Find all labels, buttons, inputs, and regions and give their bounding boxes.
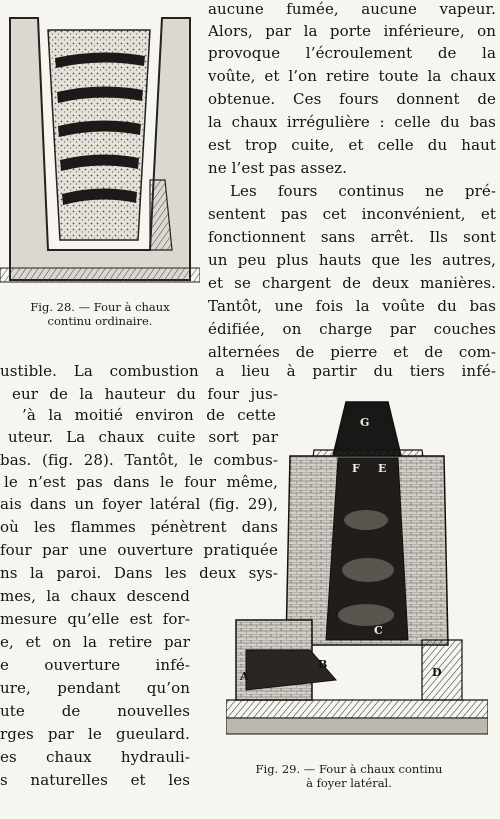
- text-line: alternées de pierre et de com-: [208, 343, 496, 361]
- figure-28-caption-line2: continu ordinaire.: [47, 314, 153, 328]
- figure-29-caption-line2: à foyer latéral.: [306, 776, 392, 790]
- text-line: ’à la moitié environ de cette: [22, 406, 276, 424]
- text-line: ure, pendant qu’on: [0, 679, 190, 697]
- text-line: le n’est pas dans le four même,: [4, 473, 278, 491]
- text-line: un peu plus hauts que les autres,: [208, 251, 496, 269]
- figure-29-letter-b: B: [318, 658, 328, 671]
- text-line: four par une ouverture pratiquée: [0, 541, 278, 559]
- figure-29-letter-f: F: [352, 462, 360, 475]
- text-line: où les flammes pénètrent dans: [0, 518, 278, 536]
- figure-28-caption: [0, 300, 200, 328]
- figure-29-letter-a: A: [240, 670, 249, 683]
- figure-29-caption: [214, 762, 484, 790]
- figure-28-caption-line1: Fig. 28. — Four à chaux: [30, 300, 170, 314]
- figure-29-letter-g: G: [360, 416, 370, 429]
- figure-29-caption-line1: Fig. 29. — Four à chaux continu: [255, 762, 443, 776]
- text-line: ne l’est pas assez.: [208, 159, 348, 177]
- text-line: aucune fumée, aucune vapeur.: [208, 0, 496, 18]
- text-line: eur de la hauteur du four jus-: [12, 385, 278, 403]
- text-line: la chaux irrégulière : celle du bas: [208, 113, 496, 131]
- text-line: uteur. La chaux cuite sort par: [8, 428, 278, 446]
- figure-29-letter-e: E: [378, 462, 387, 475]
- text-line: mes, la chaux descend: [0, 587, 190, 605]
- figure-28-illustration: [0, 0, 200, 292]
- text-line: Les fours continus ne pré-: [230, 182, 496, 200]
- text-line: s naturelles et les: [0, 771, 190, 789]
- text-line: es chaux hydrauli-: [0, 748, 190, 766]
- text-line: édifiée, on charge par couches: [208, 320, 496, 338]
- text-line: e ouverture infé-: [0, 656, 190, 674]
- figure-29-letter-d: D: [432, 666, 442, 679]
- text-line: voûte, et l’on retire toute la chaux: [208, 67, 496, 85]
- text-line: sentent pas cet inconvénient, et: [208, 205, 496, 223]
- text-line: ais dans un foyer latéral (fig. 29),: [0, 495, 278, 513]
- text-line: mesure qu’elle est for-: [0, 610, 190, 628]
- text-line: et se chargent de deux manières.: [208, 274, 496, 292]
- figure-29-illustration: [226, 400, 488, 755]
- text-line-full-width: ustible. La combustion a lieu à partir du tiers infé-: [0, 362, 496, 380]
- text-line: est trop cuite, et celle du haut: [208, 136, 496, 154]
- text-line: provoque l’écroulement de la: [208, 44, 496, 62]
- figure-29-letter-c: C: [374, 624, 383, 637]
- text-line: ute de nouvelles: [0, 702, 190, 720]
- text-line: obtenue. Ces fours donnent de: [208, 90, 496, 108]
- text-line: Tantôt, une fois la voûte du bas: [208, 297, 496, 315]
- text-line: e, et on la retire par: [0, 633, 190, 651]
- text-line: fonctionnent sans arrêt. Ils sont: [208, 228, 496, 246]
- text-line: bas. (fig. 28). Tantôt, le combus-: [0, 451, 278, 469]
- text-line: rges par le gueulard.: [0, 725, 190, 743]
- text-line: Alors, par la porte inférieure, on: [208, 22, 496, 40]
- text-line: ns la paroi. Dans les deux sys-: [0, 564, 278, 582]
